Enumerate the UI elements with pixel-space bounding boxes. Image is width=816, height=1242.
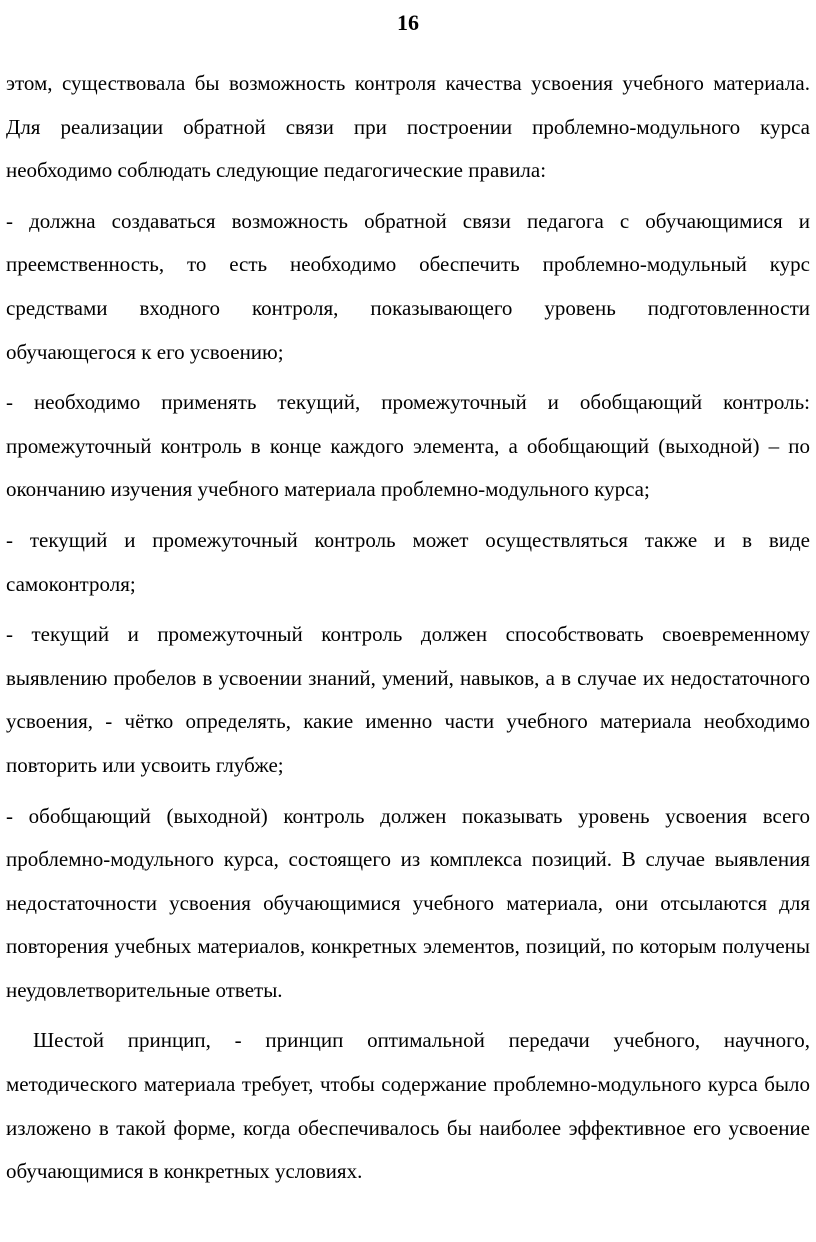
page-number: 16 (397, 10, 419, 35)
paragraph-rule-self-control: - текущий и промежуточный контроль может осуществляться также и в виде самоконтроля; (6, 527, 810, 596)
paragraph-feedback-intro: этом, существовала бы возможность контроля качества усвоения учебного материала. Для реализации обратной связи при построении проблемно-модульного курса необходимо соблюдать следующие педагогические правила: (6, 71, 810, 183)
paragraph-rule-feedback: - должна создаваться возможность обратной связи педагога с обучающимися и преемственность, то есть необходимо обеспечить проблемно-модульный курс средствами входного контроля, показывающего уровень подготовленности обучающегося к его усвоению; (6, 208, 810, 364)
paragraph-rule-final-control: - обобщающий (выходной) контроль должен показывать уровень усвоения всего проблемно-модульного курса, состоящего из комплекса позиций. В случае выявления недостаточности усвоения обучающимися учебного материала, они отсылаются для повторения учебных материалов, конкретных элементов, позиций, по которым получены неудовлетворительные ответы. (6, 803, 810, 1002)
paragraph-sixth-principle: Шестой принцип, - принцип оптимальной передачи учебного, научного, методического материала требует, чтобы содержание проблемно-модульного курса было изложено в такой форме, когда обеспечивалось бы наиболее эффективное его усвоение обучающимися в конкретных условиях. (6, 1028, 810, 1184)
paragraph-rule-gap-detection: - текущий и промежуточный контроль должен способствовать своевременному выявлению пробелов в усвоении знаний, умений, навыков, а в случае их недостаточного усвоения, - чётко определять, какие именно части учебного материала необходимо повторить или усвоить глубже; (6, 622, 810, 777)
paragraph-rule-control-types: - необходимо применять текущий, промежуточный и обобщающий контроль: промежуточный контроль в конце каждого элемента, а обобщающий (выходной) – по окончанию изучения учебного материала проблемно-модульного курса; (6, 390, 810, 502)
